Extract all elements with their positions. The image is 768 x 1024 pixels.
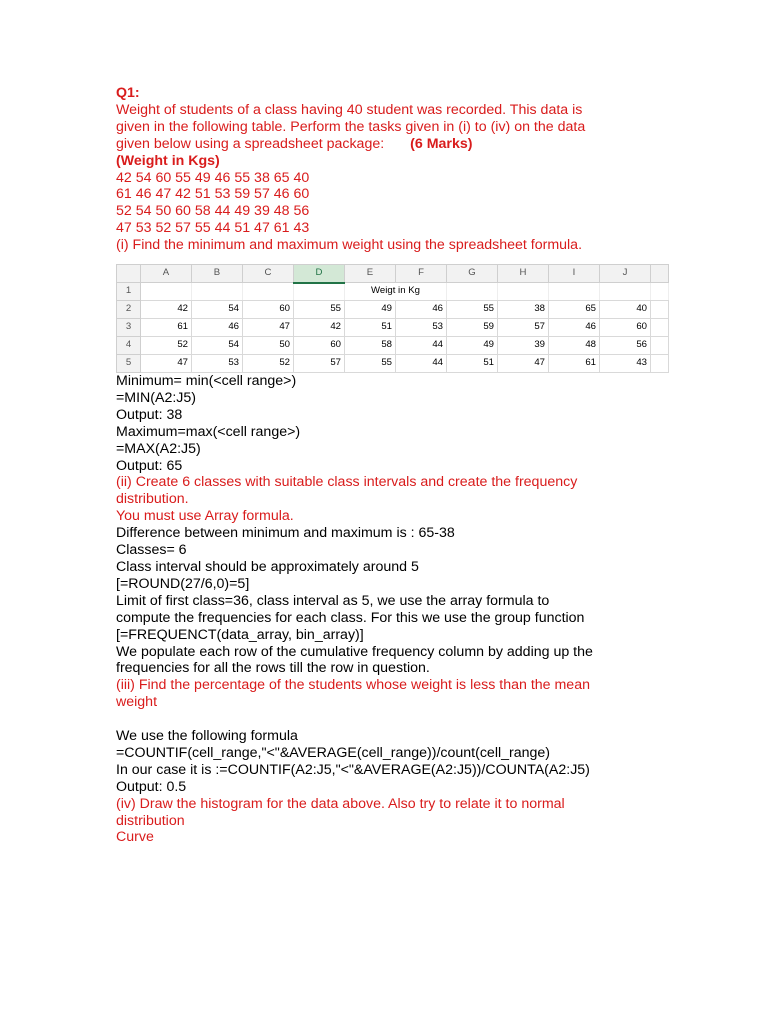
cell[interactable]: 44 [396, 337, 447, 355]
answer-2-line: Difference between minimum and maximum is : 65-38 [116, 525, 455, 542]
task-4-line: (iv) Draw the histogram for the data above. Also try to relate it to normal [116, 795, 565, 812]
cell[interactable]: 43 [600, 355, 651, 373]
task-3-line: weight [116, 694, 158, 711]
spreadsheet-grid [116, 264, 669, 373]
answer-2-line: [=FREQUENCT(data_array, bin_array)] [116, 626, 364, 643]
cell[interactable]: 46 [549, 319, 600, 337]
column-header[interactable]: B [192, 265, 243, 283]
data-row: 47 53 52 57 55 44 51 47 61 43 [116, 220, 310, 237]
answer-1-line: Minimum= min(<cell range>) [116, 373, 297, 389]
row-header[interactable]: 1 [117, 283, 141, 301]
row-header[interactable]: 5 [117, 355, 141, 373]
data-heading: (Weight in Kgs) [116, 152, 220, 169]
data-row: 61 46 47 42 51 53 59 57 46 60 [116, 186, 310, 203]
cell[interactable]: 47 [498, 355, 549, 373]
data-row: 52 54 50 60 58 44 49 39 48 56 [116, 203, 310, 220]
cell[interactable]: 49 [447, 337, 498, 355]
cell[interactable]: 42 [294, 319, 345, 337]
column-header-extra[interactable] [651, 265, 669, 283]
row-header[interactable]: 2 [117, 301, 141, 319]
data-row: 42 54 60 55 49 46 55 38 65 40 [116, 169, 310, 186]
cell[interactable]: 57 [498, 319, 549, 337]
answer-1-line: Output: 65 [116, 457, 183, 474]
cell[interactable] [651, 355, 669, 373]
task-3-line: (iii) Find the percentage of the students whose weight is less than the mean [116, 677, 590, 694]
answer-2-line: compute the frequencies for each class. For this we use the group function [116, 609, 585, 626]
answer-3-line: Output: 0.5 [116, 778, 187, 795]
task-4-line: distribution [116, 812, 185, 829]
question-intro-line: Weight of students of a class having 40 student was recorded. This data is [116, 101, 583, 118]
cell[interactable]: 59 [447, 319, 498, 337]
answer-1-line: Maximum=max(<cell range>) [116, 423, 301, 440]
cell[interactable]: 65 [549, 301, 600, 319]
cell[interactable]: 46 [396, 301, 447, 319]
cell[interactable]: 49 [345, 301, 396, 319]
cell[interactable]: 60 [294, 337, 345, 355]
cell[interactable] [192, 283, 243, 301]
column-header[interactable]: A [141, 265, 192, 283]
cell[interactable]: 58 [345, 337, 396, 355]
cell[interactable]: 53 [396, 319, 447, 337]
cell[interactable]: 55 [345, 355, 396, 373]
answer-3-line: =COUNTIF(cell_range,"<"&AVERAGE(cell_range))/count(cell_range) [116, 744, 551, 761]
answer-2-line: frequencies for all the rows till the row in question. [116, 660, 430, 677]
cell[interactable]: 51 [447, 355, 498, 373]
cell[interactable]: 51 [345, 319, 396, 337]
cell[interactable]: 44 [396, 355, 447, 373]
column-header[interactable]: E [345, 265, 396, 283]
cell[interactable] [141, 283, 192, 301]
answer-1-line: Output: 38 [116, 406, 183, 423]
cell[interactable]: 39 [498, 337, 549, 355]
question-title: Q1: [116, 85, 140, 101]
cell[interactable]: 47 [243, 319, 294, 337]
cell[interactable]: 42 [141, 301, 192, 319]
cell[interactable]: 52 [141, 337, 192, 355]
select-all-corner[interactable] [117, 265, 141, 283]
answer-3-line: We use the following formula [116, 728, 298, 745]
cell[interactable]: 61 [549, 355, 600, 373]
answer-2-line: [=ROUND(27/6,0)=5] [116, 575, 250, 592]
column-header[interactable]: C [243, 265, 294, 283]
cell[interactable]: 61 [141, 319, 192, 337]
title-cell[interactable]: Weigt in Kg [345, 283, 447, 301]
cell[interactable] [447, 283, 498, 301]
column-header[interactable]: H [498, 265, 549, 283]
cell[interactable]: 46 [192, 319, 243, 337]
cell[interactable]: 54 [192, 301, 243, 319]
cell[interactable]: 60 [243, 301, 294, 319]
cell[interactable]: 55 [294, 301, 345, 319]
cell[interactable]: 54 [192, 337, 243, 355]
sheet-row [117, 283, 669, 301]
cell[interactable]: 60 [600, 319, 651, 337]
column-header[interactable]: G [447, 265, 498, 283]
task-4-line: Curve [116, 829, 154, 846]
cell[interactable]: 57 [294, 355, 345, 373]
cell[interactable] [651, 319, 669, 337]
task-2-line: distribution. [116, 491, 189, 508]
answer-3-line: In our case it is :=COUNTIF(A2:J5,"<"&AVERAGE(A2:J5))/COUNTA(A2:J5) [116, 761, 590, 778]
task-2-line: You must use Array formula. [116, 508, 294, 525]
column-header-selected[interactable]: D [294, 265, 345, 283]
row-header[interactable]: 3 [117, 319, 141, 337]
answer-2-line: Classes= 6 [116, 542, 187, 559]
cell[interactable] [651, 283, 669, 301]
question-intro-line: given in the following table. Perform the tasks given in (i) to (iv) on the data [116, 118, 586, 135]
marks-label: (6 Marks) [410, 135, 473, 152]
column-header[interactable]: I [549, 265, 600, 283]
cell[interactable]: 47 [141, 355, 192, 373]
document-body [116, 85, 656, 846]
cell[interactable] [600, 283, 651, 301]
question-intro-line [116, 136, 656, 153]
answer-1-line: =MIN(A2:J5) [116, 389, 197, 406]
answer-2-line: Limit of first class=36, class interval as 5, we use the array formula to [116, 592, 550, 609]
spreadsheet-screenshot [116, 264, 668, 373]
cell[interactable] [243, 283, 294, 301]
cell[interactable]: 52 [243, 355, 294, 373]
cell[interactable]: 56 [600, 337, 651, 355]
row-header[interactable]: 4 [117, 337, 141, 355]
answer-2-line: Class interval should be approximately around 5 [116, 558, 419, 575]
cell[interactable] [651, 301, 669, 319]
answer-2-line: We populate each row of the cumulative frequency column by adding up the [116, 643, 593, 660]
cell[interactable]: 38 [498, 301, 549, 319]
cell[interactable] [549, 283, 600, 301]
cell[interactable]: 48 [549, 337, 600, 355]
column-header[interactable]: F [396, 265, 447, 283]
cell[interactable] [294, 283, 345, 301]
column-header[interactable]: J [600, 265, 651, 283]
sheet-row [117, 355, 669, 373]
cell[interactable] [498, 283, 549, 301]
task-2-line: (ii) Create 6 classes with suitable class intervals and create the frequency [116, 474, 578, 491]
cell[interactable] [651, 337, 669, 355]
sheet-row [117, 319, 669, 337]
sheet-row [117, 301, 669, 319]
column-header-row [117, 265, 669, 283]
question-intro-text: given below using a spreadsheet package: [116, 135, 385, 152]
sheet-row [117, 337, 669, 355]
cell[interactable]: 40 [600, 301, 651, 319]
task-1: (i) Find the minimum and maximum weight using the spreadsheet formula. [116, 237, 583, 254]
blank-line [116, 711, 656, 728]
cell[interactable]: 55 [447, 301, 498, 319]
answer-1-line: =MAX(A2:J5) [116, 440, 201, 457]
cell[interactable]: 53 [192, 355, 243, 373]
cell[interactable]: 50 [243, 337, 294, 355]
